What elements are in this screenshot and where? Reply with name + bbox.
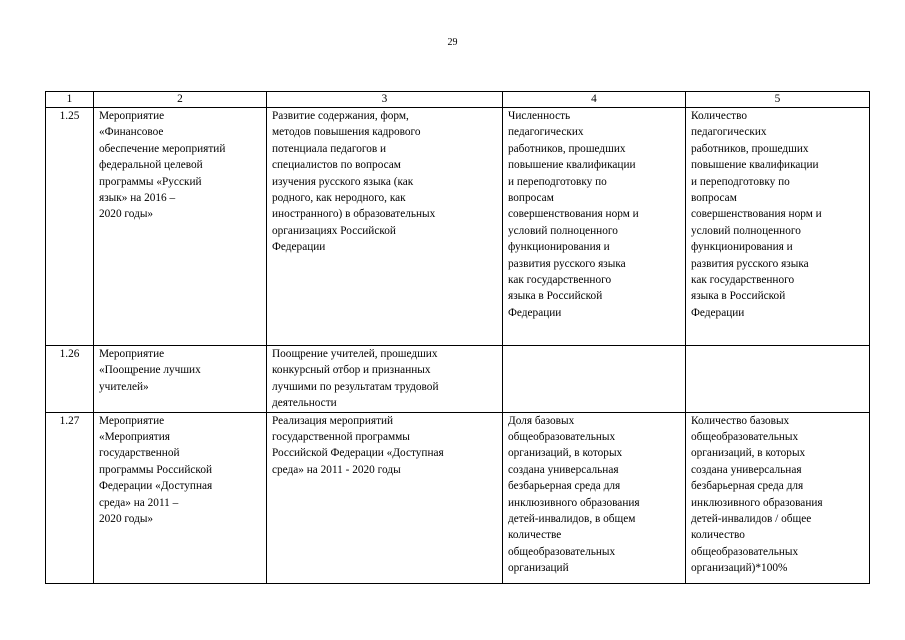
indicator-cell: Численность педагогических работников, прошедших повышение квалификации и переподготовку по вопросам совершенствования норм и условий полноценного функционирования и развития русского языка как государственного языка в Российской Федерации xyxy=(503,108,686,346)
indicator-cell xyxy=(503,346,686,413)
table-row xyxy=(46,108,870,346)
header-cell-1: 1 xyxy=(46,92,94,108)
row-number: 1.27 xyxy=(46,412,94,583)
indicator-cell: Доля базовых общеобразовательных организаций, в которых создана универсальная безбарьерная среда для инклюзивного образования детей-инвалидов, в общем количестве общеобразовательных организаций xyxy=(503,412,686,583)
event-description-cell: Поощрение учителей, прошедших конкурсный отбор и признанных лучшими по результатам трудовой деятельности xyxy=(267,346,503,413)
event-name-cell: Мероприятие «Мероприятия государственной программы Российской Федерации «Доступная среда» на 2011 – 2020 годы» xyxy=(94,412,267,583)
row-number: 1.26 xyxy=(46,346,94,413)
calculation-cell xyxy=(686,346,870,413)
page-number: 29 xyxy=(447,37,458,48)
table-row xyxy=(46,346,870,413)
header-cell-3: 3 xyxy=(267,92,503,108)
event-name-cell: Мероприятие «Финансовое обеспечение мероприятий федеральной целевой программы «Русский язык» на 2016 – 2020 годы» xyxy=(94,108,267,346)
header-cell-5: 5 xyxy=(686,92,870,108)
event-description-cell: Развитие содержания, форм, методов повышения кадрового потенциала педагогов и специалистов по вопросам изучения русского языка (как родного, как неродного, как иностранного) в образовательных организациях Российской Федерации xyxy=(267,108,503,346)
calculation-cell: Количество педагогических работников, прошедших повышение квалификации и переподготовку по вопросам совершенствования норм и условий полноценного функционирования и развития русского языка как государственного языка в Российской Федерации xyxy=(686,108,870,346)
event-description-cell: Реализация мероприятий государственной программы Российской Федерации «Доступная среда» на 2011 - 2020 годы xyxy=(267,412,503,583)
measures-table xyxy=(45,91,870,584)
row-number: 1.25 xyxy=(46,108,94,346)
header-cell-4: 4 xyxy=(503,92,686,108)
header-row xyxy=(46,92,870,108)
event-name-cell: Мероприятие «Поощрение лучших учителей» xyxy=(94,346,267,413)
table-row xyxy=(46,412,870,583)
calculation-cell: Количество базовых общеобразовательных организаций, в которых создана универсальная безбарьерная среда для инклюзивного образования детей-инвалидов / общее количество общеобразовательных организаций)*100% xyxy=(686,412,870,583)
header-cell-2: 2 xyxy=(94,92,267,108)
